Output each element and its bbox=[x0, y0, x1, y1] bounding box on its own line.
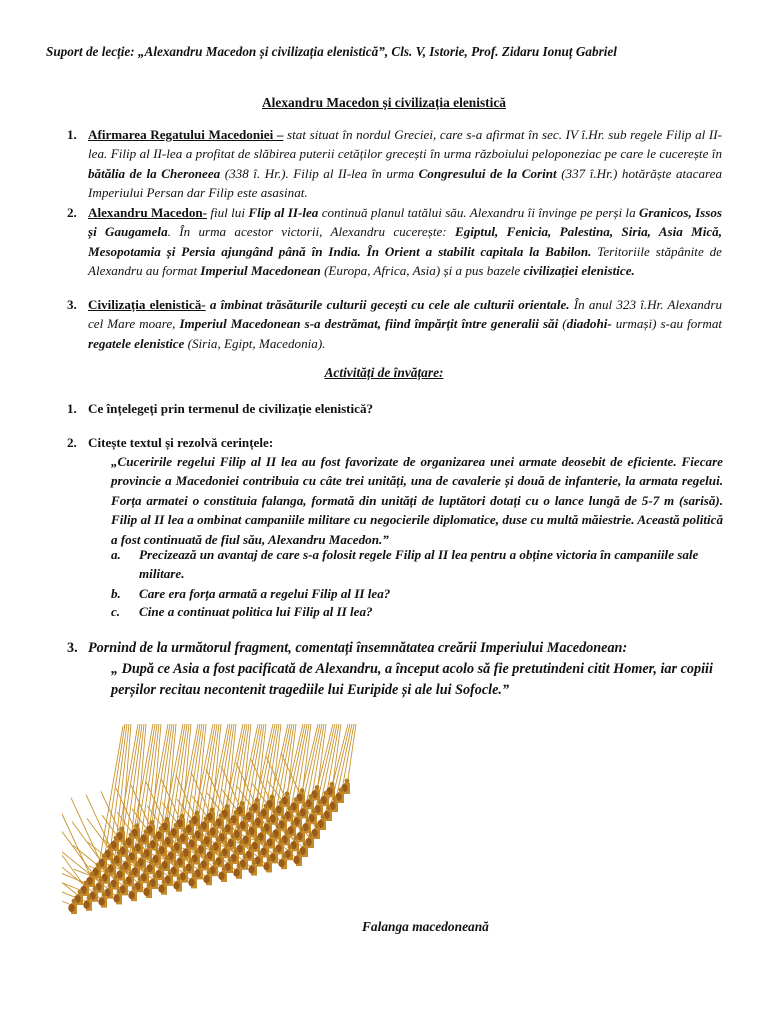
phalanx-soldier bbox=[278, 854, 287, 869]
phalanx-soldier bbox=[218, 867, 227, 882]
sub-question-letter: b. bbox=[111, 586, 121, 601]
section-heading: Afirmarea Regatului Macedoniei – bbox=[88, 127, 284, 142]
phalanx-soldier bbox=[113, 889, 122, 904]
question-number: 2. bbox=[67, 435, 77, 450]
phalanx-soldier bbox=[173, 876, 182, 891]
question-1 bbox=[67, 399, 722, 418]
sub-question-text: Cine a continuat politica lui Filip al II lea? bbox=[139, 604, 373, 619]
activities-title: Activități de învățare: bbox=[324, 365, 444, 380]
lesson-header: Suport de lecție: „Alexandru Macedon și civilizația elenistică”, Cls. V, Istorie, Prof. Zidaru Ionuț Gabriel bbox=[46, 44, 617, 59]
section-number: 2. bbox=[67, 205, 77, 220]
phalanx-soldier bbox=[203, 870, 212, 885]
sub-question-text: Care era forța armată a regelui Filip al II lea? bbox=[139, 586, 391, 601]
phalanx-soldier bbox=[293, 851, 302, 866]
section-1: 1. Afirmarea Regatului Macedoniei – stat situat în nordul Greciei, care s-a afirmat în sec. IV î.Hr. sub regele Filip al II-lea. Filip al II-lea a profitat de slăbirea puterii cetăților grecești în urma războiului peloponeziac pe care le cucerește în bătălia de la Cheroneea (338 î. Hr.). Filip al II-lea în urma Congresului de la Corint (337 î.Hr.) hotărăște atacarea Imperiului Persan dar Filip este asasinat. bbox=[67, 127, 723, 201]
section-number: 1. bbox=[67, 127, 77, 142]
section-heading: Alexandru Macedon- bbox=[88, 205, 208, 220]
image-caption: Falanga macedoneană bbox=[362, 919, 489, 934]
phalanx-soldier bbox=[158, 879, 167, 894]
sub-question-text: Precizează un avantaj de care s-a folosit regele Filip al II lea pentru a obține victoria în campaniile sale militare. bbox=[139, 547, 699, 582]
phalanx-soldier bbox=[68, 899, 77, 914]
sub-question-c bbox=[111, 602, 723, 621]
sarissa-spear bbox=[62, 801, 92, 879]
section-3: 3. Civilizația elenistică- a îmbinat trăsăturile culturii gecești cu cele ale culturii orientale. În anul 323 î.Hr. Alexandru cel Mare moare, Imperiul Macedonean s-a destrămat, fiind împărțit între generalii săi (diadohi- urmași) s-au format regatele elenistice (Siria, Egipt, Macedonia). bbox=[67, 297, 722, 351]
sub-question-a bbox=[111, 545, 723, 584]
question-text: Pornind de la următorul fragment, comentați însemnătatea creării Imperiului Macedonean: bbox=[88, 640, 628, 656]
section-2: 2. Alexandru Macedon- fiul lui Flip al II-lea continuă planul tatălui său. Alexandru îi învinge pe perși la Granicos, Issos și Gaugamela. În urma acestor victorii, Alexandru cucerește: Egiptul, Fenicia, Palestina, Siria, Asia Mică, Mesopotamia și Persia ajungând până în India. În Orient a stabilit capitala la Babilon. Teritoriile stăpânite de Alexandru au format Imperiul Macedonean (Europa, Africa, Asia) și a pus bazele civilizației elenistice. bbox=[67, 205, 722, 279]
section-heading: Civilizația elenistică- bbox=[88, 297, 206, 312]
question-text: Ce înțelegeți prin termenul de civilizație elenistică? bbox=[88, 401, 374, 416]
phalanx-soldier bbox=[143, 883, 152, 898]
phalanx-soldier bbox=[263, 857, 272, 872]
quote-excerpt: „Cuceririle regelui Filip al II lea au fost favorizate de organizarea unei armate deosebit de eficiente. Fiecare provincie a Macedoniei contribuia cu câte trei unități, una de cavalerie și două de infanterie, la armata regelui. Forța armatei o constituia falanga, formată din unități de luptători dotați cu o lance lungă de 5-7 m (sarisă). Filip al II lea a ombinat campaniile militare cu negocierile diplomatice, duse cu multă măiestrie. Această politică a fost continuată de fiul său, Alexandru Macedon.” bbox=[111, 454, 723, 547]
question-number: 1. bbox=[67, 401, 77, 416]
question-2 bbox=[67, 433, 722, 452]
phalanx-soldier bbox=[98, 892, 107, 907]
sub-question-b bbox=[111, 584, 723, 603]
document-title: Alexandru Macedon și civilizația elenistică bbox=[262, 95, 506, 110]
section-number: 3. bbox=[67, 297, 77, 312]
phalanx-soldier bbox=[128, 886, 137, 901]
question-number: 3. bbox=[67, 640, 78, 656]
phalanx-soldier bbox=[248, 860, 257, 875]
phalanx-soldier bbox=[233, 863, 242, 878]
question-text: Citește textul și rezolvă cerințele: bbox=[88, 435, 274, 450]
phalanx-soldier bbox=[83, 895, 92, 910]
phalanx-illustration bbox=[62, 722, 362, 932]
phalanx-soldier bbox=[188, 873, 197, 888]
sub-question-letter: c. bbox=[111, 604, 121, 619]
quote-excerpt: „ După ce Asia a fost pacificată de Alexandru, a început acolo să fie pretutindeni citit Homer, iar copiii perșilor recitau necontenit tragediile lui Euripide și ale lui Sofocle.” bbox=[111, 661, 713, 698]
sub-question-letter: a. bbox=[111, 547, 121, 562]
question-3 bbox=[67, 638, 722, 659]
